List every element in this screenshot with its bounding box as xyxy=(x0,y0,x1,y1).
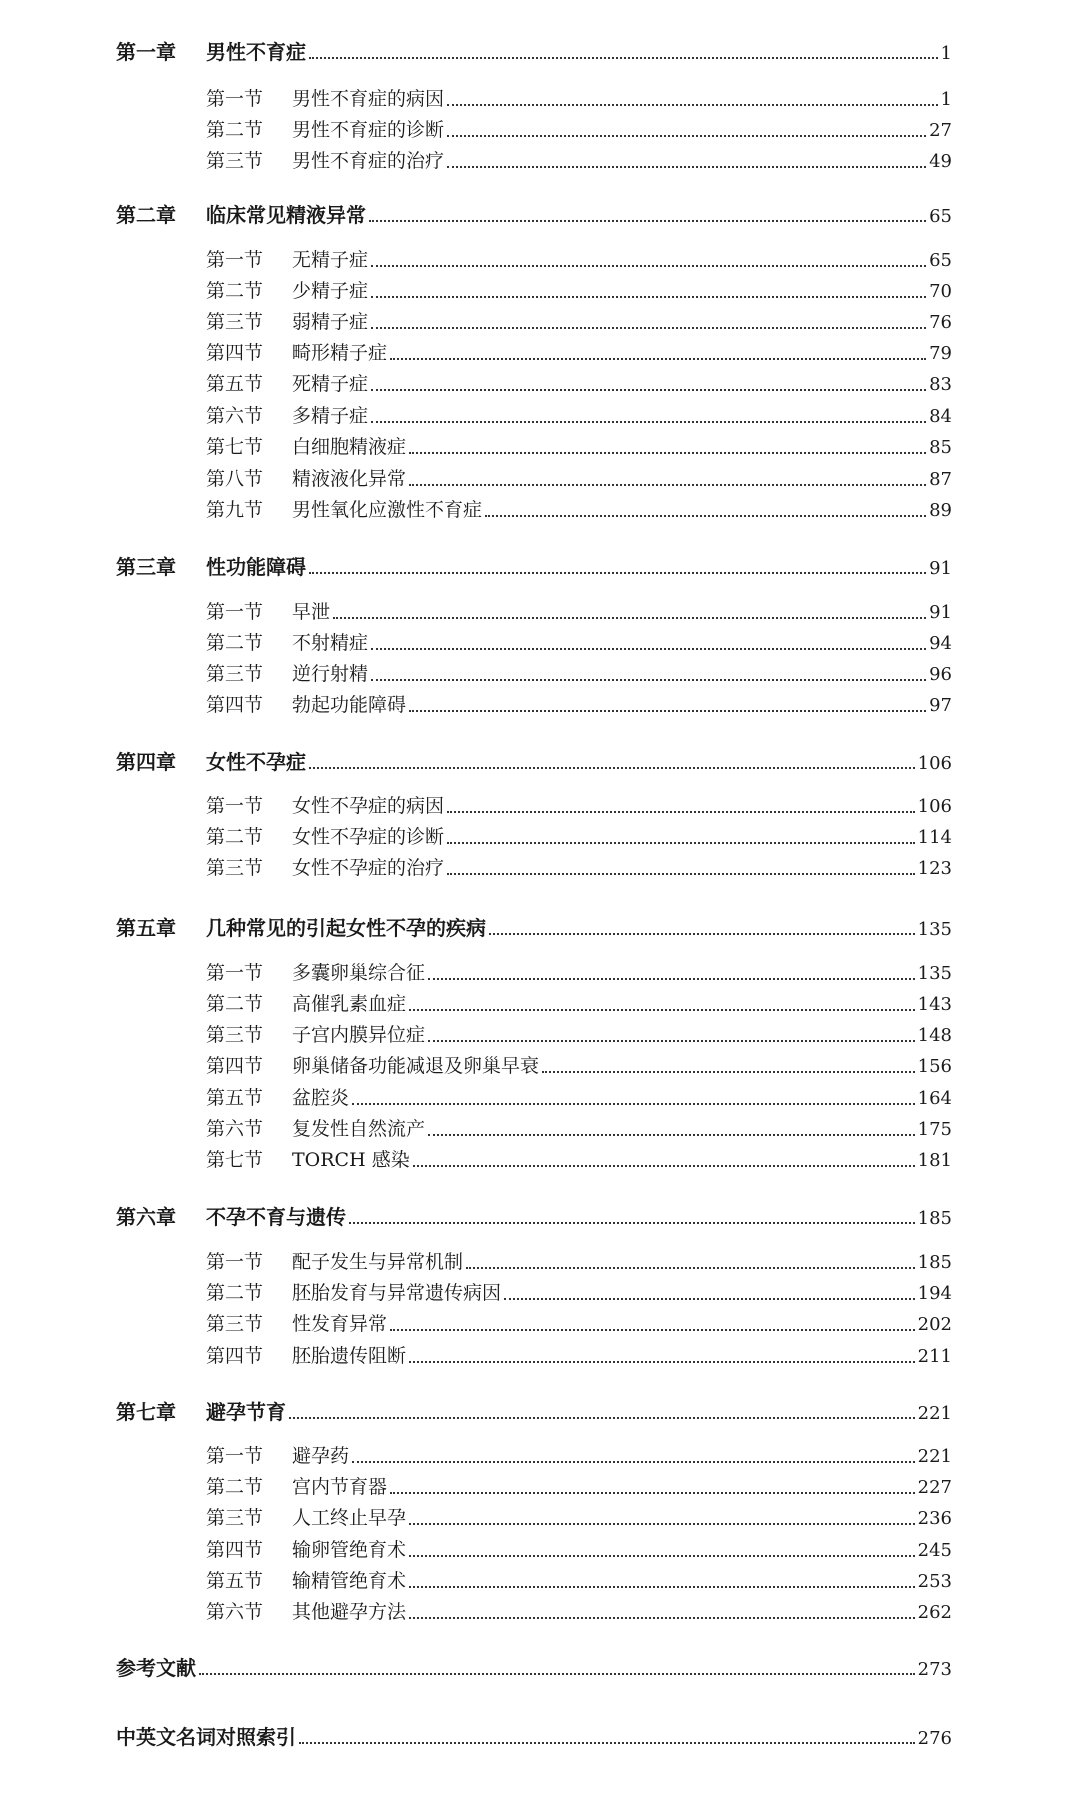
section-title: 勃起功能障碍 xyxy=(292,694,407,716)
section-number: 第二节 xyxy=(206,826,264,848)
section-entry[interactable] xyxy=(206,659,952,689)
chapter-number: 第一章 xyxy=(116,40,176,64)
section-title: 畸形精子症 xyxy=(292,342,388,364)
section-entry[interactable] xyxy=(206,1597,952,1627)
section-title: 弱精子症 xyxy=(292,311,369,333)
dot-leader xyxy=(409,1361,915,1363)
page-number: 96 xyxy=(929,664,952,685)
page-number: 94 xyxy=(929,633,952,654)
section-title: 高催乳素血症 xyxy=(292,993,407,1015)
chapter-entry[interactable] xyxy=(116,37,952,67)
dot-leader xyxy=(447,166,926,168)
chapter-number: 第四章 xyxy=(116,750,176,774)
section-number: 第三节 xyxy=(206,150,264,172)
section-entry[interactable] xyxy=(206,1441,952,1471)
section-entry[interactable] xyxy=(206,115,952,145)
dot-leader xyxy=(485,515,926,517)
section-entry[interactable] xyxy=(206,628,952,658)
page-number: 276 xyxy=(917,1728,952,1749)
dot-leader xyxy=(352,1103,915,1105)
dot-leader xyxy=(447,811,915,813)
section-title: 无精子症 xyxy=(292,249,369,271)
dot-leader xyxy=(333,617,926,619)
section-entry[interactable] xyxy=(206,1278,952,1308)
section-entry[interactable] xyxy=(206,989,952,1019)
page-number: 194 xyxy=(917,1283,952,1304)
page-number: 49 xyxy=(929,151,952,172)
dot-leader xyxy=(289,1417,915,1419)
section-title: 输精管绝育术 xyxy=(292,1570,407,1592)
page-number: 156 xyxy=(917,1056,952,1077)
page-number: 164 xyxy=(917,1088,952,1109)
page-number: 1 xyxy=(940,89,952,110)
section-title: 避孕药 xyxy=(292,1445,350,1467)
section-entry[interactable] xyxy=(206,1145,952,1175)
dot-leader xyxy=(371,389,926,391)
page-number: 85 xyxy=(929,437,952,458)
section-entry[interactable] xyxy=(206,1309,952,1339)
page-number: 175 xyxy=(917,1119,952,1140)
section-title: 输卵管绝育术 xyxy=(292,1539,407,1561)
section-number: 第一节 xyxy=(206,962,264,984)
dot-leader xyxy=(409,1523,915,1525)
section-number: 第二节 xyxy=(206,280,264,302)
section-title: 少精子症 xyxy=(292,280,369,302)
dot-leader xyxy=(447,873,915,875)
section-number: 第三节 xyxy=(206,311,264,333)
chapter-title: 几种常见的引起女性不孕的疾病 xyxy=(206,916,486,940)
page-number: 97 xyxy=(929,695,952,716)
dot-leader xyxy=(409,1617,915,1619)
dot-leader xyxy=(409,1555,915,1557)
dot-leader xyxy=(309,572,926,574)
dot-leader xyxy=(489,933,915,935)
page-number: 114 xyxy=(917,827,952,848)
page-number: 106 xyxy=(917,753,952,774)
chapter-title: 临床常见精液异常 xyxy=(206,203,366,227)
section-title: 精液液化异常 xyxy=(292,468,407,490)
back-title: 参考文献 xyxy=(116,1656,196,1680)
page-number: 253 xyxy=(917,1571,952,1592)
section-number: 第五节 xyxy=(206,1087,264,1109)
section-entry[interactable] xyxy=(206,1566,952,1596)
chapter-entry[interactable] xyxy=(116,1202,952,1232)
section-number: 第三节 xyxy=(206,1507,264,1529)
dot-leader xyxy=(390,358,926,360)
chapter-entry[interactable] xyxy=(116,913,952,943)
page-number: 1 xyxy=(940,43,952,64)
section-title: 多精子症 xyxy=(292,405,369,427)
section-title: 早泄 xyxy=(292,601,331,623)
section-entry[interactable] xyxy=(206,146,952,176)
section-number: 第四节 xyxy=(206,1539,264,1561)
chapter-entry[interactable] xyxy=(116,200,952,230)
dot-leader xyxy=(409,710,926,712)
section-number: 第六节 xyxy=(206,1118,264,1140)
chapter-number: 第三章 xyxy=(116,555,176,579)
dot-leader xyxy=(390,1492,915,1494)
section-title: 性发育异常 xyxy=(292,1313,388,1335)
section-entry[interactable] xyxy=(206,1114,952,1144)
dot-leader xyxy=(199,1673,915,1675)
page-number: 84 xyxy=(929,406,952,427)
section-title: 胚胎发育与异常遗传病因 xyxy=(292,1282,502,1304)
section-entry[interactable] xyxy=(206,822,952,852)
section-title: 逆行射精 xyxy=(292,663,369,685)
page-number: 76 xyxy=(929,312,952,333)
page-number: 221 xyxy=(917,1446,952,1467)
section-title: TORCH 感染 xyxy=(292,1149,410,1171)
back-matter-entry[interactable] xyxy=(116,1653,952,1683)
section-number: 第四节 xyxy=(206,1345,264,1367)
dot-leader xyxy=(409,452,926,454)
page-number: 148 xyxy=(917,1025,952,1046)
section-entry[interactable] xyxy=(206,432,952,462)
section-entry[interactable] xyxy=(206,1503,952,1533)
dot-leader xyxy=(413,1165,915,1167)
section-number: 第六节 xyxy=(206,1601,264,1623)
section-title: 男性氧化应激性不育症 xyxy=(292,499,483,521)
section-title: 男性不育症的诊断 xyxy=(292,119,445,141)
section-number: 第六节 xyxy=(206,405,264,427)
chapter-entry[interactable] xyxy=(116,747,952,777)
page-number: 202 xyxy=(917,1314,952,1335)
dot-leader xyxy=(428,978,915,980)
section-number: 第五节 xyxy=(206,373,264,395)
section-number: 第四节 xyxy=(206,694,264,716)
page-number: 135 xyxy=(917,919,952,940)
section-number: 第一节 xyxy=(206,601,264,623)
section-number: 第二节 xyxy=(206,993,264,1015)
section-entry[interactable] xyxy=(206,690,952,720)
dot-leader xyxy=(447,135,926,137)
section-title: 死精子症 xyxy=(292,373,369,395)
section-title: 宫内节育器 xyxy=(292,1476,388,1498)
page-number: 273 xyxy=(917,1659,952,1680)
dot-leader xyxy=(447,104,938,106)
page-number: 211 xyxy=(917,1346,952,1367)
section-title: 盆腔炎 xyxy=(292,1087,350,1109)
section-entry[interactable] xyxy=(206,369,952,399)
chapter-entry[interactable] xyxy=(116,1397,952,1427)
page-number: 65 xyxy=(929,206,952,227)
section-title: 女性不孕症的诊断 xyxy=(292,826,445,848)
chapter-number: 第二章 xyxy=(116,203,176,227)
page-number: 262 xyxy=(917,1602,952,1623)
chapter-number: 第七章 xyxy=(116,1400,176,1424)
section-number: 第三节 xyxy=(206,1313,264,1335)
section-title: 胚胎遗传阻断 xyxy=(292,1345,407,1367)
section-entry[interactable] xyxy=(206,791,952,821)
section-entry[interactable] xyxy=(206,338,952,368)
dot-leader xyxy=(309,767,915,769)
section-title: 不射精症 xyxy=(292,632,369,654)
chapter-title: 避孕节育 xyxy=(206,1400,286,1424)
dot-leader xyxy=(542,1071,915,1073)
chapter-title: 男性不育症 xyxy=(206,40,306,64)
page-number: 89 xyxy=(929,500,952,521)
section-number: 第一节 xyxy=(206,249,264,271)
section-entry[interactable] xyxy=(206,1083,952,1113)
section-entry[interactable] xyxy=(206,84,952,114)
page-number: 123 xyxy=(917,858,952,879)
section-number: 第三节 xyxy=(206,1024,264,1046)
dot-leader xyxy=(428,1134,915,1136)
chapter-title: 不孕不育与遗传 xyxy=(206,1205,346,1229)
section-title: 女性不孕症的病因 xyxy=(292,795,445,817)
section-entry[interactable] xyxy=(206,495,952,525)
section-title: 配子发生与异常机制 xyxy=(292,1251,464,1273)
section-entry[interactable] xyxy=(206,401,952,431)
dot-leader xyxy=(371,421,926,423)
dot-leader xyxy=(309,57,938,59)
dot-leader xyxy=(428,1040,915,1042)
page-number: 106 xyxy=(917,796,952,817)
dot-leader xyxy=(371,648,926,650)
section-title: 男性不育症的治疗 xyxy=(292,150,445,172)
page-number: 87 xyxy=(929,469,952,490)
dot-leader xyxy=(371,679,926,681)
section-number: 第一节 xyxy=(206,1445,264,1467)
page-number: 227 xyxy=(917,1477,952,1498)
section-title: 复发性自然流产 xyxy=(292,1118,426,1140)
section-number: 第七节 xyxy=(206,436,264,458)
section-title: 其他避孕方法 xyxy=(292,1601,407,1623)
section-title: 男性不育症的病因 xyxy=(292,88,445,110)
dot-leader xyxy=(371,296,926,298)
dot-leader xyxy=(371,265,926,267)
section-number: 第五节 xyxy=(206,1570,264,1592)
section-number: 第三节 xyxy=(206,857,264,879)
dot-leader xyxy=(349,1222,915,1224)
page-number: 65 xyxy=(929,250,952,271)
dot-leader xyxy=(390,1329,915,1331)
chapter-number: 第六章 xyxy=(116,1205,176,1229)
section-number: 第八节 xyxy=(206,468,264,490)
page-number: 79 xyxy=(929,343,952,364)
dot-leader xyxy=(504,1298,915,1300)
section-entry[interactable] xyxy=(206,1472,952,1502)
section-number: 第七节 xyxy=(206,1149,264,1171)
section-entry[interactable] xyxy=(206,853,952,883)
back-title: 中英文名词对照索引 xyxy=(116,1725,296,1749)
page-number: 221 xyxy=(917,1403,952,1424)
section-entry[interactable] xyxy=(206,1051,952,1081)
dot-leader xyxy=(299,1742,915,1744)
section-number: 第二节 xyxy=(206,1282,264,1304)
section-entry[interactable] xyxy=(206,1535,952,1565)
section-entry[interactable] xyxy=(206,958,952,988)
page-number: 236 xyxy=(917,1508,952,1529)
page-number: 135 xyxy=(917,963,952,984)
page-number: 83 xyxy=(929,374,952,395)
chapter-entry[interactable] xyxy=(116,552,952,582)
section-number: 第三节 xyxy=(206,663,264,685)
section-number: 第四节 xyxy=(206,1055,264,1077)
section-title: 女性不孕症的治疗 xyxy=(292,857,445,879)
page-number: 245 xyxy=(917,1540,952,1561)
section-number: 第二节 xyxy=(206,119,264,141)
section-title: 白细胞精液症 xyxy=(292,436,407,458)
page-number: 185 xyxy=(917,1252,952,1273)
chapter-number: 第五章 xyxy=(116,916,176,940)
section-number: 第一节 xyxy=(206,1251,264,1273)
section-title: 卵巢储备功能减退及卵巢早衰 xyxy=(292,1055,540,1077)
section-entry[interactable] xyxy=(206,276,952,306)
section-title: 人工终止早孕 xyxy=(292,1507,407,1529)
section-number: 第九节 xyxy=(206,499,264,521)
dot-leader xyxy=(447,842,915,844)
section-entry[interactable] xyxy=(206,307,952,337)
section-number: 第四节 xyxy=(206,342,264,364)
section-entry[interactable] xyxy=(206,1341,952,1371)
section-entry[interactable] xyxy=(206,1020,952,1050)
page-number: 185 xyxy=(917,1208,952,1229)
dot-leader xyxy=(409,1009,915,1011)
page-number: 143 xyxy=(917,994,952,1015)
section-entry[interactable] xyxy=(206,245,952,275)
page-number: 27 xyxy=(929,120,952,141)
section-number: 第一节 xyxy=(206,795,264,817)
section-title: 多囊卵巢综合征 xyxy=(292,962,426,984)
dot-leader xyxy=(409,484,926,486)
section-entry[interactable] xyxy=(206,597,952,627)
dot-leader xyxy=(466,1267,915,1269)
page-number: 181 xyxy=(917,1150,952,1171)
back-matter-entry[interactable] xyxy=(116,1722,952,1752)
section-number: 第二节 xyxy=(206,632,264,654)
section-number: 第二节 xyxy=(206,1476,264,1498)
dot-leader xyxy=(352,1461,915,1463)
page-number: 91 xyxy=(929,602,952,623)
dot-leader xyxy=(409,1586,915,1588)
page-number: 70 xyxy=(929,281,952,302)
page-number: 91 xyxy=(929,558,952,579)
dot-leader xyxy=(369,220,926,222)
section-title: 子宫内膜异位症 xyxy=(292,1024,426,1046)
chapter-title: 女性不孕症 xyxy=(206,750,306,774)
dot-leader xyxy=(371,327,926,329)
section-entry[interactable] xyxy=(206,464,952,494)
section-entry[interactable] xyxy=(206,1247,952,1277)
section-number: 第一节 xyxy=(206,88,264,110)
chapter-title: 性功能障碍 xyxy=(206,555,306,579)
